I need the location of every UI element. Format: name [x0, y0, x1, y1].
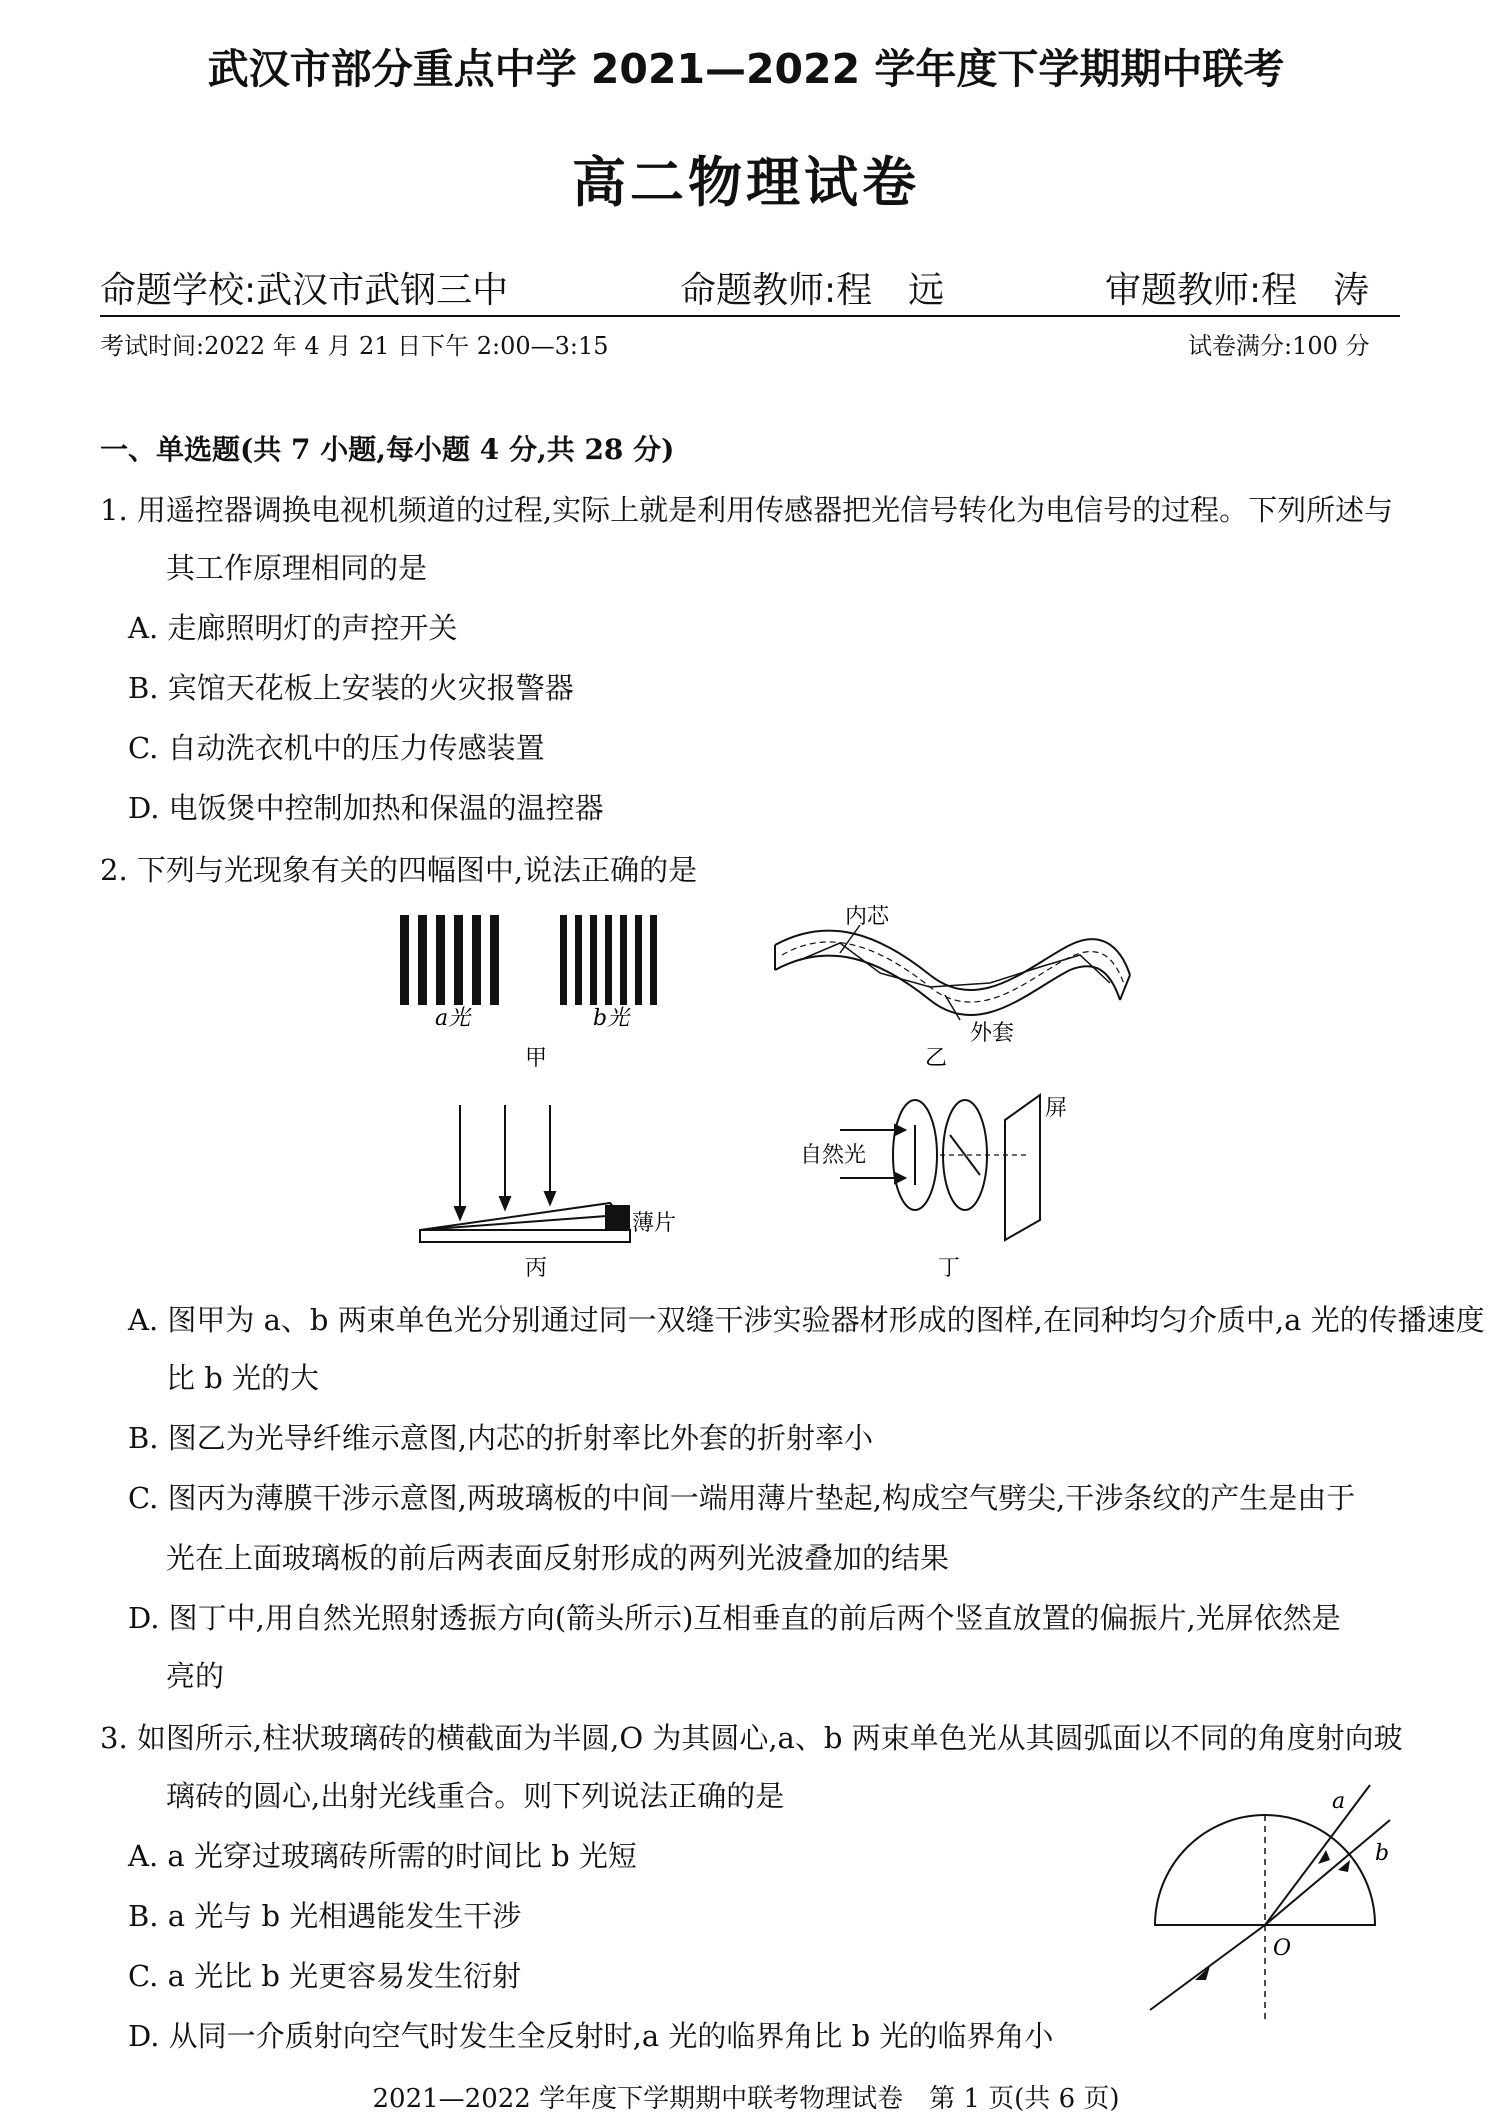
q1-option-d: D. 电饭煲中控制加热和保温的温控器	[128, 791, 604, 825]
page-footer: 2021—2022 学年度下学期期中联考物理试卷 第 1 页(共 6 页)	[372, 2084, 1120, 2114]
q3-option-d: D. 从同一介质射向空气时发生全反射时,a 光的临界角比 b 光的临界角小	[128, 2019, 1054, 2053]
label-a-light: a光	[435, 1006, 471, 1031]
school-label: 命题学校:武汉市武钢三中	[100, 270, 509, 311]
exam-series-title: 武汉市部分重点中学 2021—2022 学年度下学期期中联考	[207, 45, 1285, 93]
q2-option-d-line1: D. 图丁中,用自然光照射透振方向(箭头所示)互相垂直的前后两个竖直放置的偏振片,光屏依然是	[128, 1601, 1341, 1635]
q2-option-c-line2: 光在上面玻璃板的前后两表面反射形成的两列光波叠加的结果	[166, 1541, 950, 1575]
page-title: 高二物理试卷	[572, 151, 920, 214]
q3-stem-line2: 璃砖的圆心,出射光线重合。则下列说法正确的是	[166, 1779, 785, 1813]
label-natural-light: 自然光	[800, 1143, 867, 1168]
q2-option-b: B. 图乙为光导纤维示意图,内芯的折射率比外套的折射率小	[128, 1421, 873, 1455]
header-divider	[100, 315, 1400, 317]
label-b-light: b光	[593, 1006, 630, 1031]
figure-jia	[395, 905, 695, 1075]
figure-ding	[800, 1090, 1090, 1285]
q3-option-c: C. a 光比 b 光更容易发生衍射	[128, 1959, 522, 1993]
full-score: 试卷满分:100 分	[1188, 332, 1370, 360]
figure-yi	[770, 905, 1140, 1075]
label-cladding: 外套	[970, 1021, 1015, 1046]
q3-option-b: B. a 光与 b 光相遇能发生干涉	[128, 1899, 522, 1933]
q2-option-a-line1: A. 图甲为 a、b 两束单色光分别通过同一双缝干涉实验器材形成的图样,在同种均匀介质中,a 光的传播速度	[128, 1303, 1485, 1337]
q1-option-c: C. 自动洗衣机中的压力传感装置	[128, 731, 545, 765]
fringes-a	[400, 915, 499, 1005]
figure-q3	[1140, 1780, 1420, 2040]
label-ray-a: a	[1332, 1789, 1346, 1814]
figure-label-bing: 丙	[525, 1256, 548, 1281]
figure-bing	[410, 1095, 710, 1285]
label-center-o: O	[1273, 1936, 1292, 1961]
q2-option-d-line2: 亮的	[166, 1659, 225, 1693]
q1-option-b: B. 宾馆天花板上安装的火灾报警器	[128, 671, 574, 705]
q3-option-a: A. a 光穿过玻璃砖所需的时间比 b 光短	[128, 1839, 637, 1873]
exam-time: 考试时间:2022 年 4 月 21 日下午 2:00—3:15	[100, 332, 609, 360]
figure-label-yi: 乙	[925, 1046, 948, 1071]
label-film: 薄片	[632, 1211, 677, 1236]
q1-stem-line1: 1. 用遥控器调换电视机频道的过程,实际上就是利用传感器把光信号转化为电信号的过程。下列所述与	[100, 493, 1394, 527]
reviewer-label: 审题教师:程 涛	[1105, 270, 1370, 311]
section-heading: 一、单选题(共 7 小题,每小题 4 分,共 28 分)	[100, 433, 675, 466]
q2-option-c-line1: C. 图丙为薄膜干涉示意图,两玻璃板的中间一端用薄片垫起,构成空气劈尖,干涉条纹的产生是由于	[128, 1481, 1356, 1515]
fringes-b	[560, 915, 657, 1005]
author-label: 命题教师:程 远	[680, 270, 945, 311]
figure-label-ding: 丁	[938, 1256, 961, 1281]
label-core: 内芯	[845, 905, 890, 929]
label-screen: 屏	[1045, 1096, 1068, 1121]
figure-label-jia: 甲	[525, 1046, 548, 1071]
q1-option-a: A. 走廊照明灯的声控开关	[128, 611, 458, 645]
q2-option-a-line2: 比 b 光的大	[166, 1361, 320, 1395]
q3-stem-line1: 3. 如图所示,柱状玻璃砖的横截面为半圆,O 为其圆心,a、b 两束单色光从其圆弧面以不同的角度射向玻	[100, 1721, 1403, 1755]
q1-stem-line2: 其工作原理相同的是	[166, 551, 428, 585]
q2-stem: 2. 下列与光现象有关的四幅图中,说法正确的是	[100, 853, 698, 887]
label-ray-b: b	[1375, 1841, 1390, 1866]
